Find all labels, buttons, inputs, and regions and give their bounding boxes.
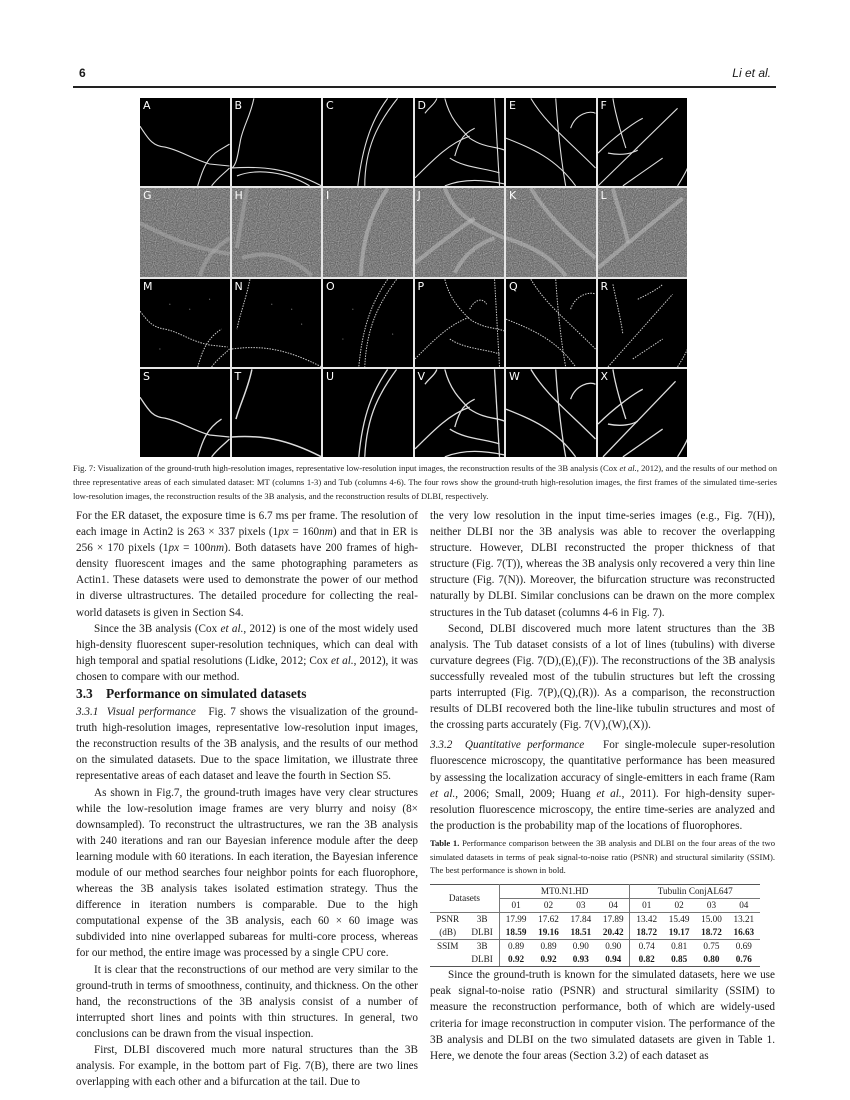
figure-panel <box>598 369 688 457</box>
paragraph: 3.3.1 Visual performance Fig. 7 shows the visualization of the ground-truth high-resolution images, representative low-resolution input images, the reconstruction results of the 3B analysis, and the results of our method on the simulated datasets. Due to the space limitation, we illustrate three representative areas of each dataset and leave the fourth in Section S5. <box>76 706 419 783</box>
table-row: DLBI 0.92 0.92 0.93 0.94 0.82 0.85 0.80 0.76 <box>430 953 760 967</box>
tubulin-image-icon <box>506 98 596 186</box>
paragraph: Since the ground-truth is known for the simulated datasets, here we use peak signal-to-noise ratio (PSNR) and structural similarity (SSIM) to measure the reconstruction performance, both of which are widely-used criteria for image reconstruction in computer vision. The performance of the 3B analysis and DLBI on the two simulated datasets are given in Table 1. Here, we denote the four areas (Section 3.2) of each dataset as <box>430 969 775 1062</box>
paragraph: For the ER dataset, the exposure time is 6.7 ms per frame. The resolution of each image in Actin2 is 263 × 337 pixels (1px = 160nm) and that in ER is 256 × 170 pixels (1px = 100nm). Both datasets have 200 frames of high-density fluorescent images and the same photographing parameters as Actin1. These datasets were used to demonstrate the power of our method in diverse ultrastructures. The detailed procedure for collecting the real-world datasets is given in Section S4. <box>76 510 419 619</box>
panel-label: A <box>143 99 151 112</box>
figure-panel <box>140 369 230 457</box>
left-column <box>76 508 418 1090</box>
noisy-image-icon <box>598 188 688 276</box>
right-column <box>430 508 775 1064</box>
header-rule <box>73 86 776 88</box>
dlbi-reconstruction-icon <box>323 369 413 457</box>
panel-label: X <box>600 369 609 383</box>
dotted-reconstruction-icon <box>140 279 230 367</box>
paragraph: First, DLBI discovered much more natural structures than the 3B analysis. For example, in the bottom part of Fig. 7(B), there are two lines overlapping with each other and a bifurcation at the tail. Due to <box>76 1044 418 1089</box>
figure-panel <box>323 279 413 367</box>
panel-label: W <box>509 369 520 383</box>
figure-panel <box>232 188 322 276</box>
figure-panel <box>323 188 413 276</box>
figure-panel <box>140 188 230 276</box>
figure-panel <box>140 279 230 367</box>
page-number: 6 <box>79 66 86 80</box>
figure-panel <box>232 369 322 457</box>
figure-panel <box>506 98 596 186</box>
panel-label: U <box>326 369 335 383</box>
table-row: (dB) DLBI 18.59 19.16 18.51 20.42 18.72 19.17 18.72 16.63 <box>430 926 760 940</box>
table-row: SSIM 3B 0.89 0.89 0.90 0.90 0.74 0.81 0.75 0.69 <box>430 940 760 954</box>
paragraph: It is clear that the reconstructions of our method are very similar to the ground-truth in terms of smoothness, continuity, and thickness. On the other hand, the reconstructions of the 3B analysis consist of a number of interrupted short lines and points with thin structures. In general, two conclusions can be drawn from the visual inspection. <box>76 963 418 1040</box>
figure-panel <box>506 188 596 276</box>
panel-label: C <box>326 99 334 112</box>
noisy-image-icon <box>232 188 322 276</box>
panel-label: O <box>326 279 335 293</box>
table-header-row: 01 02 03 04 01 02 03 04 <box>430 899 760 913</box>
figure-panel <box>232 279 322 367</box>
figure-panel <box>415 279 505 367</box>
panel-label: E <box>509 99 516 112</box>
dotted-reconstruction-icon <box>415 279 505 367</box>
panel-label: V <box>417 369 426 383</box>
subsection-heading: 3.3.2 <box>430 739 453 752</box>
paragraph: Since the 3B analysis (Cox et al., 2012) is one of the most widely used high-density fluorescent super-resolution techniques, which can deal with high temporal and spatial resolutions (Lidke, 2012; Cox et al., 2012), it was chosen to compare with our method. <box>76 622 418 683</box>
panel-label: M <box>143 279 153 293</box>
noisy-image-icon <box>140 188 230 276</box>
tubulin-image-icon <box>598 98 688 186</box>
panel-label: H <box>234 189 243 203</box>
panel-label: B <box>234 99 243 112</box>
figure-panel <box>598 279 688 367</box>
panel-label: N <box>234 279 243 293</box>
dotted-reconstruction-icon <box>323 279 413 367</box>
noisy-image-icon <box>506 188 596 276</box>
paragraph: As shown in Fig.7, the ground-truth images have very clear structures while the low-resolution image frames are very blurry and noisy (8× downsampled). To reconstruct the ultrastructures, we ran the 3B analysis with 240 iterations and ran our Bayesian inference module after the deep learning module with 60 iterations. In each iteration, the Bayesian inference module of our method searches four neighbor points for each fluorophore, whereas the 3B analysis takes isolated estimation strategy. Thus the difference in iteration numbers is comparable. Due to the high computational expense of the 3B analysis, each 60 × 60 image was subdivided into nine overlapped subareas for multi-core process, whereas for our method, the entire image was processed by a single CPU core. <box>76 786 418 960</box>
panel-label: G <box>143 189 152 203</box>
panel-label: P <box>417 279 425 293</box>
panel-label: K <box>509 189 517 203</box>
performance-table <box>430 884 760 967</box>
noisy-image-icon <box>323 188 413 276</box>
paragraph: Second, DLBI discovered much more latent structures than the 3B analysis. The Tub dataset consists of a lot of lines (tubulins) with diverse curvature degrees (Fig. 7(D),(E),(F)). The reconstructions of the 3B analysis successfully revealed most of the tubulin structures but left the crossing parts interrupted (Fig. 7(P),(Q),(R)). As a comparison, the reconstruction results of DLBI recovered both the line-like tubulin structures and most of the crossing parts accurately (Fig. 7(V),(W),(X)). <box>430 622 775 732</box>
panel-label: Q <box>509 279 518 293</box>
table-caption: Table 1. Performance comparison between the 3B analysis and DLBI on the four areas of the two simulated datasets in terms of peak signal-to-noise ratio (PSNR) and structural similarity (SSIM). The best performance is shown in bold. <box>430 837 775 876</box>
dotted-reconstruction-icon <box>506 279 596 367</box>
figure-caption: Fig. 7: Visualization of the ground-truth high-resolution images, representative low-resolution input images, the reconstruction results of the 3B analysis (Cox et al., 2012), and the results of our method on three representative areas of each simulated dataset: MT (columns 1-3) and Tub (columns 4-6). The four rows show the ground-truth high-resolution images, the first frames of the simulated time-series low-resolution images, the reconstruction results of the 3B analysis, and the reconstruction results of DLBI, respectively. <box>73 463 778 502</box>
panel-label: F <box>600 99 607 112</box>
figure-panel <box>598 188 688 276</box>
microtubule-image-icon <box>323 98 413 186</box>
dlbi-reconstruction-icon <box>232 369 322 457</box>
dlbi-reconstruction-icon <box>415 369 505 457</box>
panel-label: R <box>600 279 609 293</box>
microtubule-image-icon <box>232 98 322 186</box>
running-head: Li et al. <box>732 66 771 80</box>
noisy-image-icon <box>415 188 505 276</box>
figure-panel <box>140 98 230 186</box>
dlbi-reconstruction-icon <box>598 369 688 457</box>
panel-label: L <box>600 189 607 203</box>
subsection-heading: 3.3.1 <box>76 706 99 719</box>
paragraph: 3.3.2 Quantitative performance For single-molecule super-resolution fluorescence microscopy, the quantitative performance has been measured by assessing the localization accuracy of single-emitters in each frame (Ram et al., 2006; Small, 2009; Huang et al., 2011). For high-density super-resolution fluorescence microscopy, the entire time-series are analyzed and the production is the probability map of the locations of fluorophores. <box>430 739 776 832</box>
dotted-reconstruction-icon <box>598 279 688 367</box>
section-heading: 3.3 Performance on simulated datasets <box>76 686 307 702</box>
figure-panel <box>232 98 322 186</box>
panel-label: D <box>417 99 426 112</box>
figure-panel <box>323 98 413 186</box>
dotted-reconstruction-icon <box>232 279 322 367</box>
figure-panel <box>415 369 505 457</box>
microtubule-image-icon <box>140 98 230 186</box>
table-header-row: Datasets MT0.N1.HD Tubulin ConjAL647 <box>430 885 760 899</box>
figure-panel <box>506 279 596 367</box>
panel-label: J <box>417 189 421 203</box>
figure-panel <box>323 369 413 457</box>
table-row: PSNR 3B 17.99 17.62 17.84 17.89 13.42 15.49 15.00 13.21 <box>430 913 760 927</box>
paragraph: the very low resolution in the input time-series images (e.g., Fig. 7(H)), neither DLBI nor the 3B analysis was able to recover the overlapping structure. However, DLBI reconstructed the proper thickness of that structure (Fig. 7(T)), whereas the 3B analysis only recovered a very thin line structure (Fig. 7(N)). Moreover, the bifurcation structure was reconstructed naturally by DLBI. Similar conclusions can be drawn on the more complex structures in the Tub dataset (columns 4-6 in Fig. 7). <box>430 510 775 619</box>
tubulin-image-icon <box>415 98 505 186</box>
panel-label: S <box>143 369 150 383</box>
figure-panel <box>415 188 505 276</box>
panel-label: T <box>234 369 242 383</box>
figure-panel <box>598 98 688 186</box>
figure-panel <box>506 369 596 457</box>
figure-panel <box>415 98 505 186</box>
panel-label: I <box>326 189 330 203</box>
figure-7-grid <box>140 98 687 457</box>
dlbi-reconstruction-icon <box>140 369 230 457</box>
